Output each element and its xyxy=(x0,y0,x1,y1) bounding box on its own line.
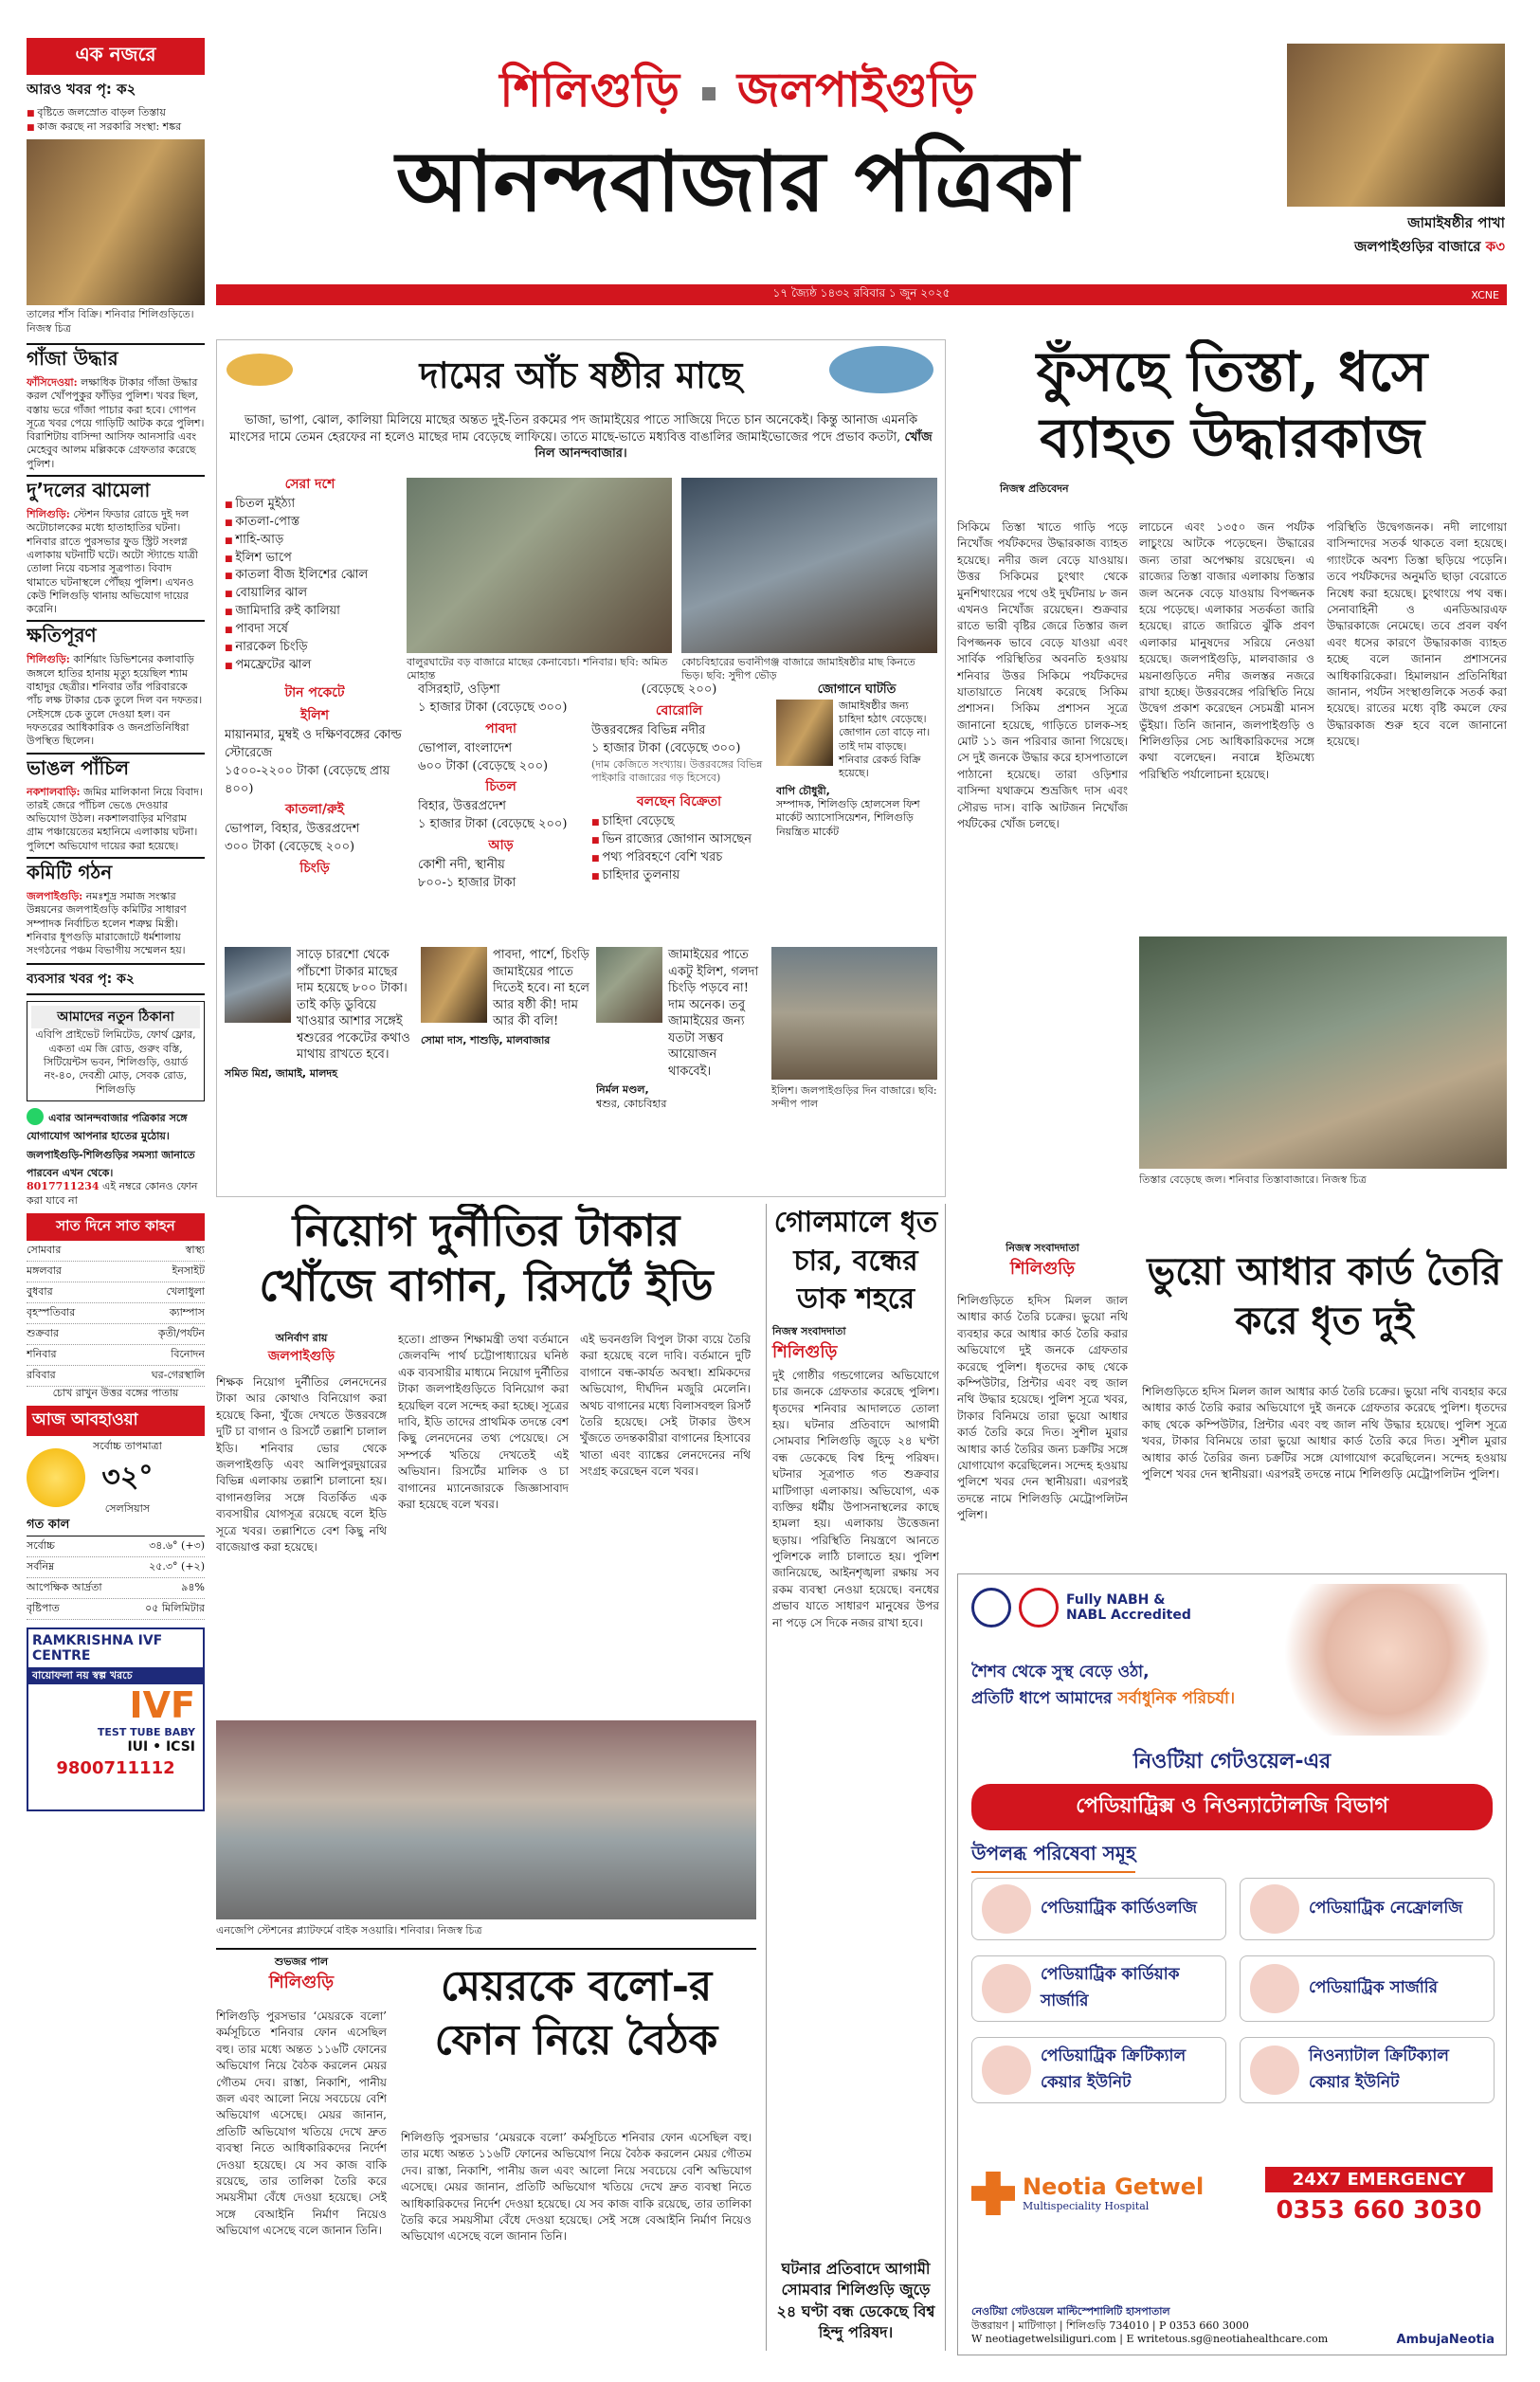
baby-photo xyxy=(1278,1584,1496,1736)
services-grid xyxy=(971,1878,1495,2103)
best-dish-item: ■ ইলিশ ভাপে xyxy=(225,550,395,568)
whatsapp-number[interactable]: 8017711234 xyxy=(27,1180,100,1193)
ed-story xyxy=(216,1204,756,1716)
ganja-place: ফাঁসিদেওয়া: xyxy=(27,375,78,389)
accredit-line-2: NABL Accredited xyxy=(1066,1608,1191,1623)
quote-2-name: সোমা দাস, শাশুড়ি, মালবাজার xyxy=(421,1033,551,1046)
quote-2 xyxy=(421,947,591,1127)
quote-3-name: নির্মল মণ্ডল, xyxy=(596,1083,649,1097)
past-weather-value: ০৫ মিলিমিটার xyxy=(145,1601,205,1614)
mayor-story xyxy=(216,1948,756,2355)
chingri-label: চিংড়ি xyxy=(299,861,330,877)
katla-price: ৩০০ টাকা (বেড়েছে ২০০) xyxy=(225,840,355,855)
brief-2[interactable]: ■ কাজ করছে না সরকারি সংস্থা: শঙ্কর xyxy=(27,120,205,135)
ed-col-1: শিক্ষক নিয়োগ দুর্নীতির লেনদেনের টাকা আর কোথাও বিনিয়োগ করা হয়েছে কিনা, খুঁজে দেখতে উত্তরবঙ্গে দুটি চা বাগান ও রিসর্টে তল্লাশি চালাল ইডি। শনিবার ভোর থেকে জলপাইগুড়ি এবং আলিপুরদুয়ারের বিভিন্ন এলাকায় তল্লাশি চালানো হয়। বাগানগুলির সঙ্গে বিতর্কিত এক ব্যবসায়ীর যোগসূত্র রয়েছে বলে ইডি সূত্রে খবর। তল্লাশিতে বেশ কিছু নথি বাজেয়াপ্ত করা হয়েছে। xyxy=(216,1375,387,1554)
fish-feature xyxy=(216,339,946,1197)
ek-nojore-header: এক নজরে xyxy=(27,38,205,75)
week-topic: স্বাস্থ্য xyxy=(185,1243,205,1256)
service-label: নিওন্যাটাল ক্রিটিক্যাল কেয়ার ইউনিট xyxy=(1309,2046,1449,2092)
hospital-ad[interactable] xyxy=(957,1573,1507,2355)
ad-emergency-block xyxy=(1265,2167,1493,2225)
aar-text: কোশী নদী, স্থানীয় xyxy=(418,858,505,873)
ed-place: জলপাইগুড়ি xyxy=(267,1349,335,1365)
aro-khobor[interactable]: আরও খবর পৃ: ক২ xyxy=(27,81,136,98)
quote-2-avatar xyxy=(421,947,487,1023)
week-title: সাত দিনে সাত কাহন xyxy=(27,1213,205,1241)
boroli-head: বোরোলি xyxy=(655,702,703,718)
teesta-photo xyxy=(1139,936,1507,1169)
best-dish-item: ■ শাহি-আড় xyxy=(225,532,395,550)
service-icon xyxy=(1250,1884,1299,1934)
quote-right-avatar xyxy=(776,700,833,766)
ivf-ad[interactable] xyxy=(27,1627,205,1811)
mayor-col-1: শিলিগুড়ি পুরসভার ‘মেয়রকে বলো’ কর্মসূচিতে শনিবার ফোন এসেছিল বহু। তার মধ্যে অন্তত ১১৬টি ফোনের অভিযোগ নিয়ে বৈঠক করলেন মেয়র গৌতম দেব। রাস্তা, নিকাশি, পানীয় জল এবং আলো নিয়ে সবচেয়ে বেশি অভিযোগ এসেছে। মেয়র জানান, প্রতিটি অভিযোগ খতিয়ে দেখে দ্রুত ব্যবস্থা নিতে আধিকারিকদের নির্দেশ দেওয়া হয়েছে। যে সব কাজ বাকি রয়েছে, তার তালিকা তৈরি করে সময়সীমা বেঁধে দেওয়া হয়েছে। সেই সঙ্গে বেআইনি নির্মাণ নিয়েও অভিযোগ এসেছে বলে জানান তিনি। xyxy=(216,2009,387,2238)
week-topic: কৃতী/পর্যটন xyxy=(157,1326,205,1339)
best-dish-item: ■ কাতলা বীজ ইলিশের ঝোল xyxy=(225,567,395,585)
week-box xyxy=(27,1213,205,1400)
quote-3-text: জামাইয়ের পাতে একটু ইলিশ, গলদা চিংড়ি পড়বে না! দাম অনেক। তবু জামাইয়ের জন্য যতটা সম্ভব আয়োজন থাকবেই। xyxy=(668,948,759,1079)
accredit-badge xyxy=(971,1588,1191,1627)
ad-brand-block xyxy=(971,2172,1204,2215)
bandh-callout: ঘটনার প্রতিবাদে আগামী সোমবার শিলিগুড়ি জুড়ে ২৪ ঘণ্টা বন্ধ ডেকেছে বিশ্ব হিন্দু পরিষদ। xyxy=(776,2259,935,2341)
ad-footer-name: নেওটিয়া গেটওয়েল মাল্টিস্পেশালিটি হাসপাতাল xyxy=(971,2305,1170,2318)
quote-right-name: বাপি চৌধুরী, xyxy=(776,784,830,797)
committee-heading: কমিটি গঠন xyxy=(27,860,113,883)
nabh-icon xyxy=(971,1588,1011,1627)
past-weather-key: বৃষ্টিপাত xyxy=(27,1601,60,1614)
katla-text: ভোপাল, বিহার, উত্তরপ্রদেশ xyxy=(225,822,360,837)
quote-3-role: শ্বশুর, কোচবিহার xyxy=(596,1097,667,1110)
ad-phone[interactable]: 0353 660 3030 xyxy=(1276,2196,1482,2225)
whatsapp-number-line xyxy=(27,1180,205,1208)
new-address-title: আমাদের নতুন ঠিকানা xyxy=(31,1006,200,1028)
hilsa-text: মায়ানমার, মুম্বই ও দক্ষিণবঙ্গের কোল্ড স্টোরেজে xyxy=(225,728,402,760)
masthead xyxy=(216,38,1259,280)
week-row xyxy=(27,1345,205,1366)
past-weather-row xyxy=(27,1557,205,1578)
bike-photo-caption: এনজেপি স্টেশনের প্ল্যাটফর্মে বাইক সওয়ারি। শনিবার। নিজস্ব চিত্র xyxy=(216,1924,482,1937)
best-dish-item: ■ জামিদারি রুই কালিয়া xyxy=(225,603,395,621)
new-address-box xyxy=(27,1001,205,1100)
committee-place: জলপাইগুড়ি: xyxy=(27,889,83,902)
ivf-ad-phone[interactable]: 9800711112 xyxy=(56,1758,175,1779)
ad-services-title: উপলব্ধ পরিষেবা সমূহ xyxy=(971,1840,1135,1873)
week-topic: বিনোদন xyxy=(171,1347,205,1360)
ad-dept-block xyxy=(971,1745,1493,1830)
ganja-body xyxy=(27,376,205,471)
quote-2-text: পাবদা, পার্শে, চিংড়ি জামাইয়ের পাতে দিতেই হবে। না হলে আর ষষ্ঠী কী! দাম আর কী বলি! xyxy=(493,948,589,1029)
week-row xyxy=(27,1324,205,1345)
service-label: পেডিয়াট্রিক কার্ডিওলজি xyxy=(1041,1899,1197,1918)
service-icon xyxy=(982,1964,1031,2013)
committee-text: নমঃশূদ্র সমাজ সংস্কার উন্নয়নের জলপাইগুড়ি কমিটির সাধারণ সম্পাদক নির্বাচিত হলেন শত্রুঘ্ন মিস্ত্রী। শনিবার ধূপগুড়ি মারাজোটে ধর্মশালায় সংগঠনের পঞ্চম বিভাগীয় সম্মেলন হয়। xyxy=(27,889,187,957)
fish-intro-credit: খোঁজ নিল আনন্দবাজার। xyxy=(534,429,933,462)
past-weather-list xyxy=(27,1536,205,1620)
weather-temp: ৩২° xyxy=(101,1460,154,1494)
boroli-text: উত্তরবঙ্গের বিভিন্ন নদীর xyxy=(591,722,706,737)
past-weather-value: ২৫.৩° (+২) xyxy=(149,1559,205,1573)
aar-head: আড় xyxy=(488,838,514,854)
quote-1-name: সমিত মিশ্র, জামাই, মালদহ xyxy=(225,1066,337,1080)
best-dish-item: ■ কাতলা-পোস্ত xyxy=(225,514,395,532)
boroli-note: (দাম কেজিতে সংখ্যায়। উত্তরবঙ্গের বিভিন্ন পাইকারি বাজারের গড় হিসেবে) xyxy=(591,757,763,784)
fish-icon-right xyxy=(829,346,933,393)
ed-headline-2: খোঁজে বাগান, রিসর্টে ইডি xyxy=(259,1259,714,1311)
quote-right-text: জামাইষষ্ঠীর জন্য চাহিদা হঠাৎ বেড়েছে। জোগান তো বাড়ে না। তাই দাম বাড়ছে। শনিবার রেকর্ড বিক্রি হয়েছে। xyxy=(839,699,931,780)
promo-caption-1: জামাইষষ্ঠীর পাখা xyxy=(1407,214,1505,231)
hilsa-head: ইলিশ xyxy=(299,708,329,723)
past-weather-key: সর্বোচ্চ xyxy=(27,1538,55,1552)
best-list xyxy=(225,496,395,672)
past-weather-row xyxy=(27,1599,205,1620)
chingri-text: বসিরহাট, ওড়িশা xyxy=(418,682,500,697)
teesta-byline: নিজস্ব প্রতিবেদন xyxy=(1000,482,1069,496)
service-card[interactable] xyxy=(971,1955,1226,2022)
bandh-place: শিলিগুড়ি xyxy=(772,1341,838,1362)
teesta-col-1: সিকিমে তিস্তা খাতে গাড়ি পড়ে নিখোঁজ পর্যটকদের উদ্ধারকাজ ব্যাহত হয়েছে। নদীর জল বেড়ে যাওয়ায়। উত্তর সিকিমের চুংথাং থেকে মুনশিথাংয়ের পথে ওই দুর্ঘটনায় ৮ জন এখনও নিখোঁজ রয়েছেন। শুক্রবার রাতে ভারী বৃষ্টির জেরে তিস্তার জল বিপজ্জনক ভাবে বেড়ে যাওয়া এবং সার্বিক পরিস্থিতির অবনতি হওয়ায় শনিবার উত্তর সিকিমে পর্যটকদের যাতায়াতে নিষেধ করেছে সিকিম প্রশাসন। সিকিম প্রশাসন সূত্রে জানানো হয়েছে, গাড়িতে চালক-সহ মোট ১১ জন পরিবার জানা গিয়েছে। সে দুই জনকে উদ্ধার করে হাসপাতালে পাঠানো হয়েছে। তারা ওড়িশার বাসিন্দা যথাক্রমে শুভ্রজিৎ দাস এবং সৌরভ দাস। বাকি আটজন নিখোঁজ পর্যটকের খোঁজ চলছে। xyxy=(957,520,1128,831)
fish-photo-2-caption: কোচবিহারের ভবানীগঞ্জ বাজারে জামাইষষ্ঠীর মাছ কিনতে ভিড়। ছবি: সুদীপ ভৌড় xyxy=(681,656,915,682)
bandh-headline: গোলমালে ধৃত চার, বন্ধের ডাক শহরে xyxy=(773,1206,938,1316)
aar-price: ৮০০-১ হাজার টাকা xyxy=(418,875,516,890)
dateline-bar xyxy=(216,284,1507,305)
seller-point: ■ ভিন রাজ্যের জোগান আসছেন xyxy=(591,831,767,849)
week-topic: খেলাধুলা xyxy=(166,1284,205,1298)
pachil-heading: ভাঙল পাঁচিল xyxy=(27,755,130,779)
weather-box xyxy=(27,1406,205,1620)
mayor-headline: মেয়রকে বলো-র ফোন নিয়ে বৈঠক xyxy=(434,1962,718,2065)
seller-point: ■ পথ্য পরিবহণে বেশি খরচ xyxy=(591,849,767,867)
pabda-head: পাবদা xyxy=(485,720,516,736)
promo-photo xyxy=(1287,44,1505,207)
ivf-ad-tag: বায়োফলা নয় স্বল্প খরচে xyxy=(28,1667,203,1684)
new-address-text: এবিপি প্রাইভেট লিমিটেড, ফোর্থ ফ্লোর, একতা এম জি রোড, গুরুং বস্তি, সিটিয়েন্টস ভবন, শিলিগুড়ি, ওয়ার্ড নং-৪০, দেবশ্রী মোড়, সেবক রোড, শিলিগুড়ি xyxy=(35,1028,196,1096)
masthead-cities xyxy=(216,55,1259,134)
teesta-col-3: পরিস্থিতি উদ্বেগজনক। নদী লাগোয়া বাসিন্দাদের সতর্ক থাকতে বলা হয়েছে। গ্যাংটকে অবশ্য তিস্তা ছড়িয়ে পড়েনি। তবে পর্যটকদের অনুমতি ছাড়া বেরোতে নিষেধ করা হয়েছে। চুংথাংয়ে পথ বন্ধ। সেনাবাহিনী ও এনডিআরএফ উদ্ধারকাজে নেমেছে। তবে প্রবল বর্ষণ এবং ধসের কারণে উদ্ধারকাজ ব্যাহত হচ্ছে বলে জানান প্রশাসনের আধিকারিকেরা। হিমালয়ান প্রতিনিধিরা জানান, পর্যটন সংস্থাগুলিকে সতর্ক করা হয়েছে। রাতের মধ্যে বৃষ্টি কমলে ফের উদ্ধারকাজ শুরু হবে বলে জানানো হয়েছে। xyxy=(1327,520,1507,749)
ad-dept-2: পেডিয়াট্রিক্স ও নিওন্যাটোলজি বিভাগ xyxy=(971,1784,1493,1830)
bandh-story xyxy=(766,1204,946,2351)
aadhaar-headline: ভুয়ো আধার কার্ড তৈরি করে ধৃত দুই xyxy=(1147,1249,1502,1343)
mayor-col-2: শিলিগুড়ি পুরসভার ‘মেয়রকে বলো’ কর্মসূচিতে শনিবার ফোন এসেছিল বহু। তার মধ্যে অন্তত ১১৬টি ফোনের অভিযোগ নিয়ে বৈঠক করলেন মেয়র গৌতম দেব। রাস্তা, নিকাশি, পানীয় জল এবং আলো নিয়ে সবচেয়ে বেশি অভিযোগ এসেছে। মেয়র জানান, প্রতিটি অভিযোগ খতিয়ে দেখে দ্রুত ব্যবস্থা নিতে আধিকারিকদের নির্দেশ দেওয়া হয়েছে। যে সব কাজ বাকি রয়েছে, তার তালিকা তৈরি করে সময়সীমা বেঁধে দেওয়া হয়েছে। সেই সঙ্গে বেআইনি নির্মাণ নিয়েও অভিযোগ এসেছে বলে জানান তিনি। xyxy=(401,2131,752,2244)
weather-main xyxy=(27,1440,205,1516)
brand-plus-icon xyxy=(971,2172,1015,2215)
quote-1-avatar xyxy=(225,947,291,1023)
mayor-byline-block xyxy=(216,1955,387,2003)
fish-photo-1-caption: বালুরঘাটের বড় বাজারে মাছের কেনাবেচা। শনিবার। ছবি: অমিত মোহান্ত xyxy=(407,656,668,682)
quote-right-row xyxy=(776,700,937,781)
fish-icon-left xyxy=(226,354,293,386)
service-label: পেডিয়াট্রিক ক্রিটিক্যাল কেয়ার ইউনিট xyxy=(1041,2046,1187,2092)
city-separator-icon xyxy=(702,87,716,100)
ivf-ad-big: IVF xyxy=(129,1684,195,1727)
service-label: পেডিয়াট্রিক কার্ডিয়াক সার্জারি xyxy=(1041,1965,1180,2010)
best-title: সেরা দশে xyxy=(284,477,335,492)
pachil-body xyxy=(27,786,205,853)
ad-footer xyxy=(971,2305,1495,2347)
promo-caption-line xyxy=(1287,236,1505,260)
weather-unit: সেলসিয়াস xyxy=(104,1501,151,1515)
chingri-price: ১ হাজার টাকা (বেড়েছে ৩০০) xyxy=(418,700,568,715)
past-weather-value: ৯৪% xyxy=(181,1580,205,1593)
khoti-body xyxy=(27,653,205,748)
ad-brand: Neotia Getwel xyxy=(1023,2173,1205,2200)
seller-point: ■ চাহিদার তুলনায় xyxy=(591,867,767,885)
city-right: জলপাইগুড়ি xyxy=(736,63,975,118)
service-card[interactable] xyxy=(971,1878,1226,1940)
aadhaar-col-1: শিলিগুড়িতে হদিস মিলল জাল আধার কার্ড তৈরি চক্রের। ভুয়ো নথি ব্যবহার করে আধার কার্ড তৈরি করার অভিযোগে দুই জনকে গ্রেফতার করেছে পুলিশ। ধৃতদের কাছ থেকে কম্পিউটার, প্রিন্টার এবং বহু জাল নথি উদ্ধার হয়েছে। পুলিশ সূত্রে খবর, টাকার বিনিময়ে তারা ভুয়ো আধার কার্ড তৈরি করে দিত। সুশীল মুরার আধার কার্ড তৈরির জন্য চক্রটির সঙ্গে যোগাযোগ করেছিলেন। সন্দেহ হওয়ায় পুলিশে খবর দেন স্থানীয়রা। এরপরই তদন্তে নামে শিলিগুড়ি মেট্রোপলিটন পুলিশ। xyxy=(957,1294,1128,1522)
quote-3 xyxy=(596,947,762,1127)
masthead-title: আনন্দবাজার পত্রিকা xyxy=(395,132,1079,230)
fish-intro xyxy=(217,409,945,466)
tan-pocket xyxy=(225,682,405,918)
week-day: রবিবার xyxy=(27,1368,56,1381)
ed-col-3: এই ভবনগুলি বিপুল টাকা ব্যয়ে তৈরি করা হয়েছে বলে দাবি। বর্তমানে দুটি বাগানে বন্ধ-কার্যত অবস্থা। শ্রমিকদের অভিযোগ, দীর্ঘদিন মজুরি মেলেনি। অথচ বাগানের মধ্যে বিলাসবহুল রিসর্ট তৈরি হয়েছে। সেই টাকার উৎস খুঁজতে তদন্তকারীরা বাগানের হিসাবের খাতা এবং ব্যাঙ্কের লেনদেনের নথি সংগ্রহ করেছেন বলে খবর। xyxy=(580,1333,751,1479)
sidebar-photo xyxy=(27,139,205,305)
pachil-place: নকশালবাড়ি: xyxy=(27,785,81,798)
week-day: শুক্রবার xyxy=(27,1326,60,1339)
dudol-body xyxy=(27,508,205,616)
promo-caption-2: জলপাইগুড়ির বাজারে xyxy=(1354,238,1481,255)
hilsa-price: ১৫০০-২২০০ টাকা (বেড়েছে প্রায় ৪০০) xyxy=(225,763,390,796)
dudol-heading: দু’দলের ঝামেলা xyxy=(27,479,151,502)
service-card[interactable] xyxy=(1240,1955,1495,2022)
fish-photo-1 xyxy=(407,478,672,653)
week-day: শনিবার xyxy=(27,1347,57,1360)
teesta-headline-1: ফুঁসছে তিস্তা, ধসে xyxy=(1036,339,1428,404)
bandh-text: দুই গোষ্ঠীর গন্ডগোলের অভিযোগে চার জনকে গ্রেফতার করেছে পুলিশ। ধৃতদের শনিবার আদালতে তোলা হয়। ঘটনার প্রতিবাদে আগামী সোমবার শিলিগুড়ি জুড়ে ২৪ ঘণ্টা বন্ধ ডেকেছে বিশ্ব হিন্দু পরিষদ। ঘটনার সূত্রপাত গত শুক্রবার মাটিগাড়া এলাকায়। অভিযোগ, এক ব্যক্তির ধর্মীয় উপাসনাস্থলের কাছে হামলা হয়। এলাকায় উত্তেজনা ছড়ায়। পরিস্থিতি নিয়ন্ত্রণে আনতে পুলিশকে লাঠি চালাতে হয়। পুলিশ জানিয়েছে, আইনশৃঙ্খলা রক্ষায় সব রকম ব্যবস্থা নেওয়া হয়েছে। বনধের প্রভাব যাতে সাধারণ মানুষের উপর না পড়ে সে দিকে নজর রাখা হবে। xyxy=(772,1368,939,1629)
past-weather-row xyxy=(27,1578,205,1599)
dudol-place: শিলিগুড়ি: xyxy=(27,508,70,521)
pachil-text: জমির মালিকানা নিয়ে বিবাদ। তারই জেরে পাঁচিল ভেঙে দেওয়ার অভিযোগ উঠল। নকশালবাড়ির মণিরাম গ্রাম পঞ্চায়েতের মহানিমে এলাকায় ঘটনা। পুলিশে অভিযোগ দায়ের করা হয়েছে। xyxy=(27,785,203,852)
aadhaar-story xyxy=(957,1242,1507,1564)
mayor-byline: শুভজর পাল xyxy=(274,1955,329,1968)
week-row xyxy=(27,1303,205,1324)
week-row xyxy=(27,1366,205,1387)
week-row xyxy=(27,1282,205,1303)
quote-3-avatar xyxy=(596,947,662,1023)
week-row xyxy=(27,1241,205,1262)
weather-title: আজ আবহাওয়া xyxy=(27,1406,205,1436)
business-link[interactable]: ব্যবসার খবর পৃ: ক২ xyxy=(27,963,205,995)
khoti-heading: ক্ষতিপূরণ xyxy=(27,624,97,647)
ad-tag-2-line xyxy=(971,1686,1284,1713)
left-sidebar xyxy=(27,38,205,2351)
mayor-place: শিলিগুড়ি xyxy=(268,1973,335,1993)
service-icon xyxy=(982,2046,1031,2095)
chital-head: চিতল xyxy=(485,779,516,795)
best-ten xyxy=(225,473,395,672)
ad-tag-1: শৈশব থেকে সুস্থ বেড়ে ওঠা, xyxy=(971,1663,1150,1682)
jongan-label: জোগানে ঘাটতি xyxy=(817,682,897,697)
boroli-extra: (বেড়েছে ২০০) xyxy=(641,682,717,697)
ivf-ad-name: RAMKRISHNA IVF CENTRE xyxy=(32,1632,163,1664)
ganja-text: লক্ষাধিক টাকার গাঁজা উদ্ধার করল খোঁপপুকুর ফাঁড়ির পুলিশ। খবর ছিল, বস্তায় ভরে গাঁজা পাচার করা হবে। গোপন সূত্রে খবর পেয়ে গাড়িটি আটক করে পুলিশ। বিরাশিটায় বাসিন্দা আসিফ আনসারি এবং মেহেবুব আলম মল্লিককে গ্রেফতার করেছে পুলিশ। xyxy=(27,375,205,470)
past-weather-row xyxy=(27,1536,205,1557)
khoti-place: শিলিগুড়ি: xyxy=(27,653,70,666)
ad-footer-brand: AmbujaNeotia xyxy=(1396,2333,1495,2347)
week-topic: ক্যাম্পাস xyxy=(169,1305,205,1318)
brief-1[interactable]: ■ বৃষ্টিতে জলস্রোত বাড়ল তিস্তায় xyxy=(27,106,205,120)
service-label: পেডিয়াট্রিক নেফ্রোলজি xyxy=(1309,1899,1463,1918)
past-weather-key: সর্বনিম্ন xyxy=(27,1559,55,1573)
fish-intro-text: ভাজা, ভাপা, ঝোল, কালিয়া মিলিয়ে মাছের অন্তত দুই-তিন রকমের পদ জামাইয়ের পাতে সাজিয়ে দিতে চান অনেকেই। কিন্তু আনাজ এমনকি মাংসের দামে তেমন হেরফের না হলেও মাছের দাম বেড়েছে লাফিয়ে। তাতে মাছে-ভাতে মধ্যবিত্ত বাঙালির জামাইভোজের পদে প্রভাব কতটা, xyxy=(229,413,918,445)
quote-1 xyxy=(225,947,414,1127)
best-dish-item: ■ পমফ্রেটের ঝাল xyxy=(225,657,395,672)
sun-icon xyxy=(27,1448,85,1507)
best-dish-item: ■ নারকেল চিংড়ি xyxy=(225,639,395,657)
pabda-text: ভোপাল, বাংলাদেশ xyxy=(418,740,513,755)
week-day: মঙ্গলবার xyxy=(27,1264,62,1277)
week-list xyxy=(27,1241,205,1387)
sellers-list xyxy=(591,813,767,884)
seller-point: ■ চাহিদা বেড়েছে xyxy=(591,813,767,831)
chital-text: বিহার, উত্তরপ্রদেশ xyxy=(418,799,506,814)
ad-footer-web[interactable]: W neotiagetwelsiliguri.com | E writetous.sg@neotiahealthcare.com xyxy=(971,2333,1329,2345)
city-left: শিলিগুড়ি xyxy=(499,63,680,118)
khoti-text: কার্শিয়াং ডিভিশনের কলাবাড়ি জঙ্গলে হাতির হানায় মৃত্যু হয়েছিল শ্যাম বাহাদুর ছেত্রীর। শনিবার তাঁর পরিবারকে পাঁচ লক্ষ টাকার চেক তুলে দিল বন দফতর। সেইসঙ্গে চেক তুলে দেওয়া হল। বন দফতরের আধিকারিক ও জনপ্রতিনিধিরা উপস্থিত ছিলেন। xyxy=(27,653,203,748)
best-dish-item: ■ বোয়ালির ঝাল xyxy=(225,585,395,603)
whatsapp-icon xyxy=(27,1108,44,1125)
dateline: ১৭ জ্যৈষ্ঠ ১৪৩২ রবিবার ১ জুন ২০২৫ xyxy=(772,286,951,300)
fish-photo-2 xyxy=(681,478,937,653)
teesta-story xyxy=(957,339,1507,1197)
ed-col-2: হতো। প্রাক্তন শিক্ষামন্ত্রী তথা বর্তমানে জেলবন্দি পার্থ চট্টোপাধ্যায়ের ঘনিষ্ঠ এক ব্যবসায়ীর মাধ্যমে নিয়োগ দুর্নীতির টাকা জলপাইগুড়িতে বিনিয়োগ করা হয়েছিল বলে সন্দেহ করা হচ্ছে। সূত্রের দাবি, ইডি তাদের প্রাথমিক তদন্তে বেশ কিছু লেনদেনের তথ্য পেয়েছে। সে সম্পর্কে খতিয়ে দেখতেই এই অভিযান। রিসর্টের মালিক ও চা বাগানের ম্যানেজারকে জিজ্ঞাসাবাদ করা হয়েছে বলে খবর। xyxy=(398,1333,569,1511)
promo-box[interactable] xyxy=(1287,44,1505,266)
fish-col-2 xyxy=(418,682,584,918)
accredit-line-1: Fully NABH & xyxy=(1066,1592,1166,1608)
ad-tagline xyxy=(971,1660,1284,1713)
past-title: গত কাল xyxy=(27,1516,205,1536)
ivf-ad-sub: TEST TUBE BABY xyxy=(97,1726,195,1739)
service-icon xyxy=(1250,2046,1299,2095)
ganja-heading: গাঁজা উদ্ধার xyxy=(27,346,118,370)
service-icon xyxy=(982,1884,1031,1934)
week-day: সোমবার xyxy=(27,1243,62,1256)
week-day: বৃহস্পতিবার xyxy=(27,1305,76,1318)
teesta-col-2: লাচেনে এবং ১৩৫০ জন পর্যটক লাচুংয়ে আটকে পড়েছেন। উদ্ধারের জন্য তারা অপেক্ষায় রয়েছেন। এ রাজ্যের তিস্তা বাজার এলাকায় তিস্তার জল অনেক বেড়ে যাওয়ায় বিপজ্জনক হয়ে পড়েছে। এলাকার সতর্কতা জারি হয়েছে। রাতে জারিতে ঝুঁকি প্রবণ এলাকার মানুষদের সরিয়ে নেওয়া হয়েছে। জলপাইগুড়ি, মালবাজার ও ময়নাগুড়িতে নদীর জলস্তর নজরে রাখা হচ্ছে। উত্তরবঙ্গের পরিস্থিতি নিয়ে উদ্বেগ প্রকাশ করেছেন সেচমন্ত্রী মানস ভুঁইয়া। তিনি জানান, জলপাইগুড়ি ও শিলিগুড়ির সেচ আধিকারিকদের সঙ্গে কথা বলেছেন। নবান্নে ইতিমধ্যে পরিস্থিতি পর্যালোচনা হয়েছে। xyxy=(1139,520,1314,781)
whatsapp-text: এবার আনন্দবাজার পত্রিকার সঙ্গে যোগাযোগ আপনার হাতের মুঠোয়। জলপাইগুড়ি-শিলিগুড়ির সমস্যা জানাতে পারবেন এখন থেকে। xyxy=(27,1111,195,1180)
past-weather-value: ৩৪.৬° (+৩) xyxy=(149,1538,205,1552)
service-label: পেডিয়াট্রিক সার্জারি xyxy=(1309,1978,1439,1997)
pabda-price: ৬০০ টাকা (বেড়েছে ২০০) xyxy=(418,758,549,773)
fish-photo-3 xyxy=(771,947,937,1080)
ed-headline-1: নিয়োগ দুর্নীতির টাকার xyxy=(292,1205,680,1256)
teesta-headline-2: ব্যাহত উদ্ধারকাজ xyxy=(1040,405,1424,470)
fish-col-4 xyxy=(776,682,937,928)
committee-body xyxy=(27,890,205,957)
teesta-photo-caption: তিস্তার বেড়েছে জল। শনিবার তিস্তাবাজারে। নিজস্ব চিত্র xyxy=(1139,1173,1367,1186)
service-card[interactable] xyxy=(971,2037,1226,2103)
ad-footer-addr: উত্তরায়ণ | মাটিগাড়া | শিলিগুড়ি 734010 | P 0353 660 3000 xyxy=(971,2318,1249,2332)
week-row xyxy=(27,1262,205,1282)
sidebar-photo-caption: তালের শাঁস বিক্রি। শনিবার শিলিগুড়িতে। নিজস্ব চিত্র xyxy=(27,308,194,335)
whatsapp-box xyxy=(27,1107,205,1208)
service-card[interactable] xyxy=(1240,2037,1495,2103)
nabl-icon xyxy=(1019,1588,1059,1627)
dudol-text: স্টেশন ফিডার রোডে দুই দল অটোচালকের মধ্যে হাতাহাতির ঘটনা। শনিবার রাতে পুরসভার ফুড স্ট্রিট সংলগ্ন এলাকায় ঘটনাটি ঘটে। অটো স্ট্যান্ডে যাত্রী তোলা নিয়ে বচসার সূত্রপাত। বিবাদ থামাতে ঘটনাস্থলে পৌঁছয় পুলিশ। এখনও কেউ শিলিগুড়ি থানায় অভিযোগ দায়ের করেনি। xyxy=(27,508,198,616)
bandh-byline: নিজস্ব সংবাদদাতা xyxy=(772,1324,846,1337)
ad-brand-sub: Multispeciality Hospital xyxy=(1023,2199,1150,2212)
best-dish-item: ■ পাবদা সর্ষে xyxy=(225,621,395,639)
week-topic: ঘর-গেরস্থালি xyxy=(151,1368,205,1381)
weather-max-label: সর্বোচ্চ তাপমাত্রা xyxy=(93,1440,162,1453)
aadhaar-byline-block xyxy=(957,1242,1128,1287)
ad-tag-2: প্রতিটি ধাপে আমাদের xyxy=(971,1689,1113,1708)
edition-code: XCNE xyxy=(1471,288,1499,301)
service-card[interactable] xyxy=(1240,1878,1495,1940)
best-dish-item: ■ চিতল মুইঠ্যা xyxy=(225,496,395,514)
ad-emergency: 24X7 EMERGENCY xyxy=(1265,2167,1493,2192)
tan-title: টান পকেটে xyxy=(284,685,345,700)
quote-right-role: সম্পাদক, শিলিগুড়ি হোলসেল ফিশ মার্কেট অ্যাসোসিয়েশন, শিলিগুড়ি নিয়ন্ত্রিত মার্কেট xyxy=(776,797,920,838)
whatsapp-suffix: এই নম্বরে কোনও ফোন করা যাবে না xyxy=(27,1180,198,1207)
past-weather-key: আপেক্ষিক আর্দ্রতা xyxy=(27,1580,102,1593)
service-icon xyxy=(1250,1964,1299,2013)
aadhaar-byline: নিজস্ব সংবাদদাতা xyxy=(1006,1242,1079,1254)
ed-byline: অনির্বাণ রায় xyxy=(275,1332,328,1344)
promo-page: ক৩ xyxy=(1485,238,1505,255)
week-day: বুধবার xyxy=(27,1284,53,1298)
week-note: চোখ রাখুন উত্তর বঙ্গের পাতায় xyxy=(52,1386,179,1399)
boroli-price: ১ হাজার টাকা (বেড়েছে ৩০০) xyxy=(591,740,741,755)
quote-1-text: সাড়ে চারশো থেকে পাঁচশো টাকার মাছের দাম হয়েছে ৮০০ টাকা। তাই কড়ি ডুবিয়ে খাওয়ার আশার সঙ্গেই শ্বশুরের পকেটের কথাও মাথায় রাখতে হবে। xyxy=(297,948,410,1063)
chital-price: ১ হাজার টাকা (বেড়েছে ২০০) xyxy=(418,817,568,832)
ad-dept-1: নিওটিয়া গেটওয়েল-এর xyxy=(1132,1750,1332,1773)
ad-tag-3: সর্বাধুনিক পরিচর্যা। xyxy=(1117,1689,1236,1708)
ed-byline-block xyxy=(216,1332,387,1370)
ivf-ad-iui: IUI • ICSI xyxy=(127,1739,195,1755)
fish-col-3 xyxy=(591,682,767,928)
katla-head: কাতলা/রুই xyxy=(285,802,344,818)
fish-photo-3-caption: ইলিশ। জলপাইগুড়ির দিন বাজারে। ছবি: সন্দীপ পাল xyxy=(771,1084,937,1111)
aadhaar-place: শিলিগুড়ি xyxy=(1009,1259,1076,1280)
sellers-title: বলছেন বিক্রেতা xyxy=(636,794,722,810)
aadhaar-col-2: শিলিগুড়িতে হদিস মিলল জাল আধার কার্ড তৈরি চক্রের। ভুয়ো নথি ব্যবহার করে আধার কার্ড তৈরি করার অভিযোগে দুই জনকে গ্রেফতার করেছে পুলিশ। ধৃতদের কাছ থেকে কম্পিউটার, প্রিন্টার এবং বহু জাল নথি উদ্ধার হয়েছে। পুলিশ সূত্রে খবর, টাকার বিনিময়ে তারা ভুয়ো আধার কার্ড তৈরি করে দিত। সুশীল মুরার আধার কার্ড তৈরির জন্য চক্রটির সঙ্গে যোগাযোগ করেছিলেন। সন্দেহ হওয়ায় পুলিশে খবর দেন স্থানীয়রা। এরপরই তদন্তে নামে শিলিগুড়ি মেট্রোপলিটন পুলিশ। xyxy=(1142,1385,1507,1481)
bike-photo xyxy=(216,1720,756,1919)
fish-headline: দামের আঁচ ষষ্ঠীর মাছে xyxy=(419,355,743,396)
week-topic: ইনসাইট xyxy=(172,1264,205,1277)
